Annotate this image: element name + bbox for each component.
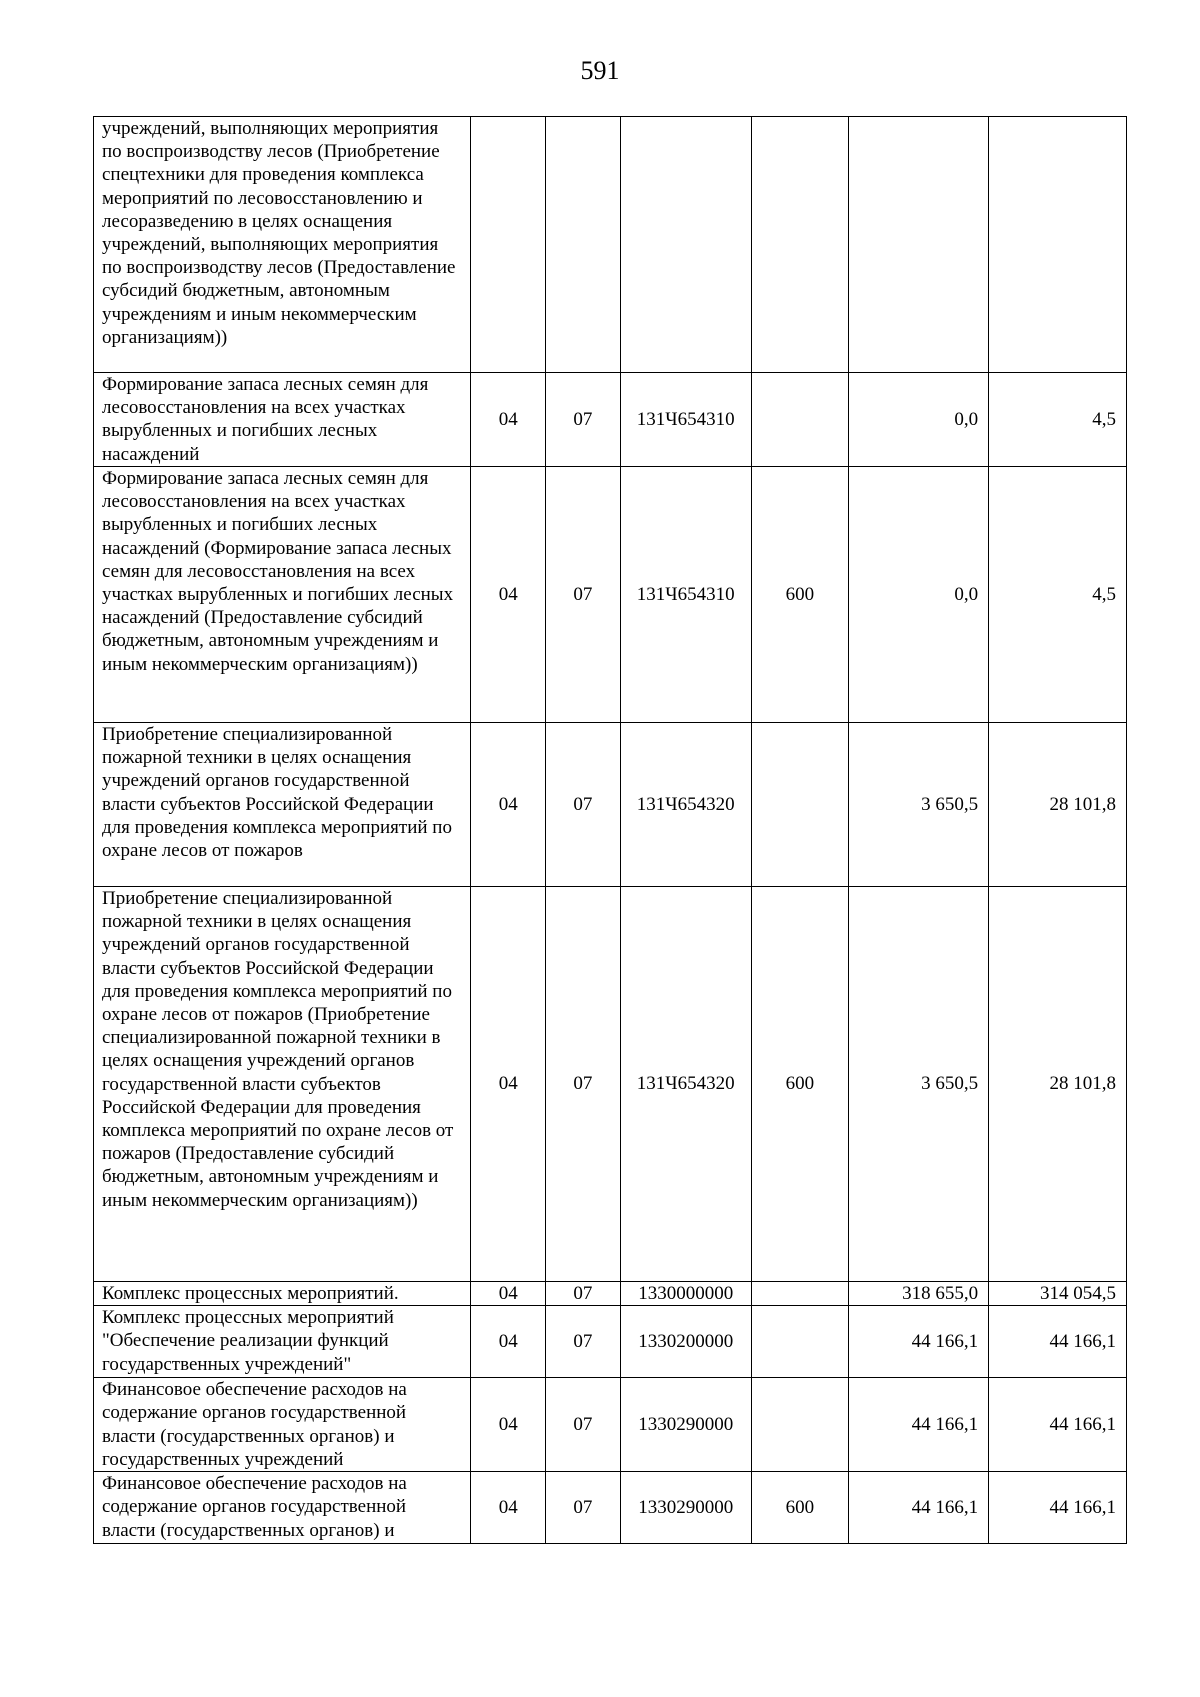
- budget-table: [93, 116, 1127, 1544]
- table-row: [94, 373, 1127, 467]
- section-code-cell: 04: [471, 723, 546, 887]
- subsection-code-cell: 07: [546, 373, 621, 467]
- section-code-cell: 04: [471, 887, 546, 1282]
- amount-year2-cell: 314 054,5: [989, 1282, 1127, 1306]
- amount-year2-cell: 28 101,8: [989, 723, 1127, 887]
- row-name-cell: Формирование запаса лесных семян для лесовосстановления на всех участках вырубленных и погибших лесных насаждений: [94, 373, 471, 467]
- row-name-cell: Приобретение специализированной пожарной техники в целях оснащения учреждений органов государственной власти субъектов Российской Федерации для проведения комплекса мероприятий по охране лесов от пожаров (Приобретение специализированной пожарной техники в целях оснащения учреждений органов государственной власти субъектов Российской Федерации для проведения комплекса мероприятий по охране лесов от пожаров (Предоставление субсидий бюджетным, автономным учреждениям и иным некоммерческим организациям)): [94, 887, 471, 1282]
- row-name-cell: Формирование запаса лесных семян для лесовосстановления на всех участках вырубленных и погибших лесных насаждений (Формирование запаса лесных семян для лесовосстановления на всех участках вырубленных и погибших лесных насаждений (Предоставление субсидий бюджетным, автономным учреждениям и иным некоммерческим организациям)): [94, 467, 471, 723]
- section-code-cell: 04: [471, 373, 546, 467]
- target-article-cell: 1330290000: [620, 1378, 751, 1472]
- amount-year1-cell: 0,0: [848, 467, 988, 723]
- target-article-cell: 1330000000: [620, 1282, 751, 1306]
- section-code-cell: [471, 117, 546, 373]
- subsection-code-cell: 07: [546, 1378, 621, 1472]
- row-name-cell: Финансовое обеспечение расходов на содержание органов государственной власти (государственных органов) и: [94, 1472, 471, 1544]
- target-article-cell: 1330200000: [620, 1306, 751, 1378]
- amount-year2-cell: 4,5: [989, 467, 1127, 723]
- section-code-cell: 04: [471, 1378, 546, 1472]
- amount-year1-cell: 3 650,5: [848, 723, 988, 887]
- table-row: [94, 1472, 1127, 1544]
- budget-table-body: [94, 117, 1127, 1544]
- expense-type-cell: [751, 1378, 848, 1472]
- target-article-cell: 131Ч654320: [620, 723, 751, 887]
- subsection-code-cell: 07: [546, 467, 621, 723]
- expense-type-cell: [751, 1306, 848, 1378]
- subsection-code-cell: 07: [546, 1282, 621, 1306]
- expense-type-cell: [751, 723, 848, 887]
- expense-type-cell: 600: [751, 887, 848, 1282]
- target-article-cell: 1330290000: [620, 1472, 751, 1544]
- amount-year2-cell: 44 166,1: [989, 1472, 1127, 1544]
- expense-type-cell: 600: [751, 1472, 848, 1544]
- expense-type-cell: 600: [751, 467, 848, 723]
- section-code-cell: 04: [471, 1472, 546, 1544]
- section-code-cell: 04: [471, 1306, 546, 1378]
- amount-year2-cell: 4,5: [989, 373, 1127, 467]
- target-article-cell: [620, 117, 751, 373]
- amount-year1-cell: 0,0: [848, 373, 988, 467]
- table-row: [94, 1306, 1127, 1378]
- subsection-code-cell: 07: [546, 723, 621, 887]
- table-row: [94, 887, 1127, 1282]
- subsection-code-cell: 07: [546, 887, 621, 1282]
- subsection-code-cell: [546, 117, 621, 373]
- section-code-cell: 04: [471, 467, 546, 723]
- amount-year1-cell: 44 166,1: [848, 1472, 988, 1544]
- amount-year1-cell: 318 655,0: [848, 1282, 988, 1306]
- subsection-code-cell: 07: [546, 1472, 621, 1544]
- row-name-cell: учреждений, выполняющих мероприятия по воспроизводству лесов (Приобретение спецтехники для проведения комплекса мероприятий по лесовосстановлению и лесоразведению в целях оснащения учреждений, выполняющих мероприятия по воспроизводству лесов (Предоставление субсидий бюджетным, автономным учреждениям и иным некоммерческим организациям)): [94, 117, 471, 373]
- subsection-code-cell: 07: [546, 1306, 621, 1378]
- target-article-cell: 131Ч654310: [620, 467, 751, 723]
- amount-year1-cell: [848, 117, 988, 373]
- expense-type-cell: [751, 373, 848, 467]
- amount-year1-cell: 44 166,1: [848, 1378, 988, 1472]
- amount-year2-cell: [989, 117, 1127, 373]
- amount-year1-cell: 3 650,5: [848, 887, 988, 1282]
- table-row: [94, 467, 1127, 723]
- table-row: [94, 723, 1127, 887]
- target-article-cell: 131Ч654320: [620, 887, 751, 1282]
- expense-type-cell: [751, 1282, 848, 1306]
- amount-year2-cell: 28 101,8: [989, 887, 1127, 1282]
- table-row: [94, 1282, 1127, 1306]
- amount-year1-cell: 44 166,1: [848, 1306, 988, 1378]
- section-code-cell: 04: [471, 1282, 546, 1306]
- row-name-cell: Финансовое обеспечение расходов на содержание органов государственной власти (государственных органов) и государственных учреждений: [94, 1378, 471, 1472]
- page-number: 591: [580, 56, 620, 85]
- table-row: [94, 117, 1127, 373]
- amount-year2-cell: 44 166,1: [989, 1306, 1127, 1378]
- expense-type-cell: [751, 117, 848, 373]
- amount-year2-cell: 44 166,1: [989, 1378, 1127, 1472]
- table-row: [94, 1378, 1127, 1472]
- target-article-cell: 131Ч654310: [620, 373, 751, 467]
- row-name-cell: Комплекс процессных мероприятий "Обеспечение реализации функций государственных учреждений": [94, 1306, 471, 1378]
- row-name-cell: Комплекс процессных мероприятий.: [94, 1282, 471, 1306]
- row-name-cell: Приобретение специализированной пожарной техники в целях оснащения учреждений органов государственной власти субъектов Российской Федерации для проведения комплекса мероприятий по охране лесов от пожаров: [94, 723, 471, 887]
